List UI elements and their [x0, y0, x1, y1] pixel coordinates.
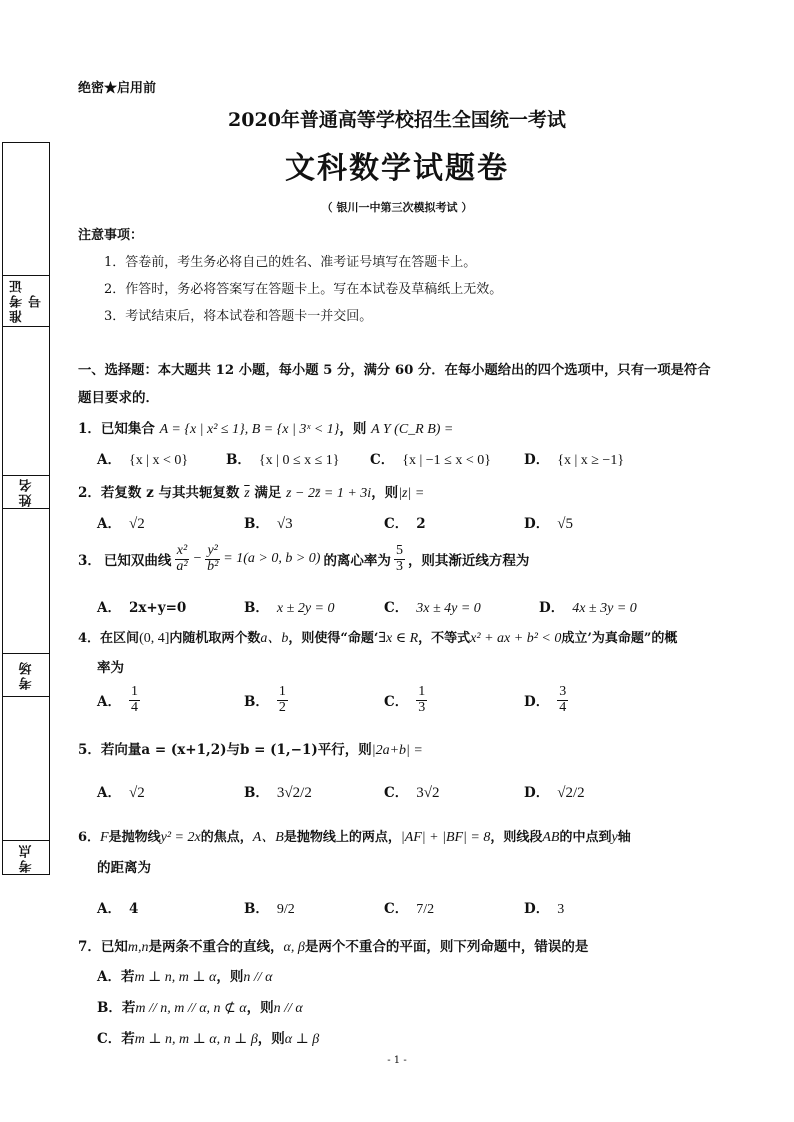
- denominator: 4: [559, 699, 567, 715]
- question-text: ，则: [371, 485, 399, 501]
- option-a: [97, 965, 273, 986]
- question-number: 7．: [78, 939, 101, 955]
- section-heading-cont: 题目要求的．: [78, 390, 159, 406]
- question-math: a、b: [260, 631, 289, 646]
- question-text: 的中点到: [559, 830, 612, 845]
- question-text: 若向量: [100, 742, 142, 758]
- question-math: |AF| + |BF| = 8: [400, 830, 491, 845]
- option-b: [244, 685, 288, 715]
- option-text: 若: [121, 1031, 135, 1047]
- question-text: 轴: [617, 830, 631, 845]
- option-math: m ⊥ n, m ⊥ α, n ⊥ β: [134, 1032, 258, 1047]
- exam-title: 2020年普通高等学校招生全国统一考试: [228, 109, 566, 131]
- option-b: [97, 996, 303, 1017]
- option-value: 2x+y=0: [128, 600, 187, 616]
- paper-title: 文科数学试题卷: [285, 151, 509, 186]
- question-text: 内随机取两个数: [169, 631, 261, 646]
- option-value: √2: [128, 516, 145, 532]
- question-math: A、B: [252, 830, 284, 845]
- option-d: [524, 781, 585, 802]
- question-text: ，则其渐近线方程为: [407, 553, 530, 570]
- option-value: √2: [128, 785, 145, 801]
- question-text: 平行，则: [317, 742, 372, 758]
- question-math: A Y (C_R B) =: [371, 422, 454, 437]
- option-b: [244, 596, 334, 617]
- option-label: B．: [244, 516, 269, 532]
- vector-a: a = (x+1,2): [141, 742, 227, 758]
- option-label: C．: [384, 785, 409, 801]
- option-label: D．: [524, 452, 550, 468]
- option-value: √2/2: [557, 785, 585, 801]
- name-label: 姓名: [19, 477, 35, 507]
- option-label: C．: [384, 600, 409, 616]
- question-text: 是两个不重合的平面，则下列命题中，错误的是: [304, 939, 589, 955]
- question-math: A = {x | x² ≤ 1}, B = {x | 3ˣ < 1}: [159, 422, 340, 437]
- question-text: 成立’为真命题”的概: [561, 631, 678, 646]
- denominator: 3: [395, 558, 403, 574]
- option-value: 9/2: [276, 902, 295, 917]
- question-text: 已知双曲线: [103, 553, 172, 570]
- option-b: [244, 781, 312, 802]
- option-text: 若: [120, 969, 135, 985]
- option-b: [244, 897, 295, 918]
- option-label: D．: [524, 694, 550, 711]
- numerator: x²: [176, 543, 188, 558]
- question-number: 4．: [78, 631, 101, 646]
- option-value: {x | −1 ≤ x < 0}: [402, 453, 491, 468]
- option-label: C．: [370, 452, 395, 468]
- question-text: 是两条不重合的直线，: [148, 939, 284, 955]
- strip-divider: [3, 840, 49, 841]
- option-label: A．: [97, 901, 121, 917]
- option-label: A．: [97, 969, 121, 985]
- question-text: 已知集合: [100, 421, 155, 437]
- site-label: 考点: [19, 843, 35, 873]
- page-number: - 1 -: [387, 1055, 407, 1066]
- option-label: B．: [244, 785, 269, 801]
- option-value: 4: [128, 901, 139, 917]
- strip-divider: [3, 326, 49, 327]
- option-value: 2: [416, 516, 426, 532]
- option-label: C．: [384, 901, 409, 917]
- strip-divider: [3, 508, 49, 509]
- fraction: [174, 544, 189, 574]
- option-value: 4x ± 3y = 0: [572, 601, 637, 616]
- question-math: = 1(a > 0, b > 0): [223, 551, 321, 567]
- option-label: A．: [97, 600, 121, 616]
- paper-subtitle: （ 银川一中第三次模拟考试 ）: [321, 201, 473, 214]
- question-text: ，则: [339, 421, 367, 437]
- notice-item: 1．答卷前，考生务必将自己的姓名、准考证号填写在答题卡上。: [104, 255, 477, 270]
- question-math: y: [611, 830, 618, 845]
- numerator: 3: [559, 684, 567, 699]
- option-label: B．: [244, 901, 269, 917]
- option-d: [524, 897, 564, 918]
- question-text: ，则线段: [490, 830, 543, 845]
- question-text: 的焦点，: [200, 830, 253, 845]
- numerator: y²: [207, 543, 218, 558]
- question-number: 6．: [78, 830, 101, 845]
- option-label: D．: [524, 785, 550, 801]
- question-math: z − 2z̄ = 1 + 3i: [286, 486, 372, 501]
- question-text: 满足: [254, 485, 282, 501]
- question-math: AB: [542, 830, 560, 845]
- question-text: 在区间: [100, 631, 140, 646]
- fraction: [394, 544, 405, 574]
- option-d: [539, 596, 637, 617]
- question-3: [78, 544, 529, 574]
- fraction: [205, 544, 220, 574]
- denominator: 3: [418, 699, 426, 715]
- option-b: [244, 512, 293, 533]
- option-value: 3: [557, 902, 565, 917]
- question-7: [78, 935, 588, 956]
- question-1: [78, 417, 453, 438]
- question-number: 1．: [78, 421, 101, 437]
- option-label: B．: [244, 600, 269, 616]
- numerator: 5: [395, 543, 403, 558]
- option-text: ，则: [216, 969, 244, 985]
- option-value: [277, 685, 288, 715]
- question-number: 2．: [78, 485, 101, 501]
- option-a: [97, 897, 138, 917]
- strip-divider: [3, 275, 49, 276]
- option-c: [370, 448, 491, 469]
- question-text: 是抛物线上的两点，: [283, 830, 401, 845]
- option-label: B．: [244, 694, 269, 711]
- option-d: [524, 448, 624, 469]
- option-value: [129, 685, 140, 715]
- option-label: C．: [384, 516, 409, 532]
- notice-item: 2．作答时，务必将答案写在答题卡上。写在本试卷及草稿纸上无效。: [104, 282, 503, 297]
- denominator: 4: [130, 699, 138, 715]
- option-value: [557, 685, 568, 715]
- strip-divider: [3, 653, 49, 654]
- option-a: [97, 781, 145, 802]
- question-math: α, β: [283, 940, 305, 955]
- numerator: 1: [130, 684, 138, 699]
- option-c: [384, 512, 426, 532]
- option-math: n // α: [273, 1001, 303, 1016]
- venue-label: 考场: [19, 660, 35, 690]
- numerator: 1: [278, 684, 286, 699]
- option-label: A．: [97, 516, 121, 532]
- option-label: D．: [539, 600, 565, 616]
- option-label: B．: [226, 452, 251, 468]
- question-text: ，不等式: [418, 631, 471, 646]
- binding-strip: [2, 142, 50, 875]
- option-label: C．: [384, 694, 409, 711]
- option-b: [226, 448, 340, 469]
- option-label: D．: [524, 516, 550, 532]
- question-number: 3．: [78, 553, 101, 570]
- option-a: [97, 448, 188, 469]
- option-label: B．: [97, 1000, 122, 1016]
- question-math: F: [100, 830, 109, 845]
- denominator: a²: [176, 558, 188, 574]
- option-label: A．: [97, 452, 121, 468]
- option-c: [384, 897, 434, 918]
- option-value: {x | x < 0}: [128, 453, 189, 468]
- option-math: m // n, m // α, n ⊄ α: [135, 1001, 247, 1016]
- option-c: [384, 596, 481, 617]
- question-text: 若复数 z 与其共轭复数: [100, 485, 240, 501]
- question-math: |2a+b| =: [371, 743, 423, 758]
- option-text: ，则: [257, 1031, 285, 1047]
- question-number: 5．: [78, 742, 101, 758]
- option-value: 3√2: [416, 785, 440, 801]
- question-5: [78, 738, 423, 759]
- question-text: ，则使得“命题‘: [288, 631, 379, 646]
- option-value: √5: [557, 516, 573, 532]
- option-value: x ± 2y = 0: [276, 601, 335, 616]
- option-c: [384, 781, 439, 802]
- vector-b: b = (1,−1): [240, 742, 318, 758]
- question-text: 的离心率为: [323, 553, 391, 570]
- notice-item: 3．考试结束后，将本试卷和答题卡一并交回。: [104, 309, 373, 324]
- option-math: m ⊥ n, m ⊥ α: [134, 970, 217, 985]
- numerator: 1: [418, 684, 426, 699]
- option-c: [97, 1027, 319, 1048]
- question-6: [78, 826, 631, 846]
- question-text: 已知: [100, 939, 128, 955]
- option-value: 3x ± 4y = 0: [416, 601, 481, 616]
- question-math: m,n: [127, 940, 149, 955]
- question-math: ∃x ∈ R: [378, 631, 419, 646]
- option-d: [524, 685, 568, 715]
- question-math: (0, 4]: [139, 631, 170, 646]
- option-label: C．: [97, 1031, 122, 1047]
- question-text: 是抛物线: [108, 830, 161, 845]
- option-label: D．: [524, 901, 550, 917]
- question-2: [78, 481, 424, 502]
- question-math: |z| =: [398, 486, 425, 501]
- option-value: {x | 0 ≤ x ≤ 1}: [258, 453, 340, 468]
- option-value: 3√2/2: [276, 785, 312, 801]
- section-heading: 一、选择题：本大题共 12 小题，每小题 5 分，满分 60 分．在每小题给出的四个选项中，只有一项是符合: [78, 363, 711, 378]
- option-value: {x | x ≥ −1}: [557, 453, 625, 468]
- question-math: x² + ax + b² < 0: [470, 631, 562, 646]
- option-label: A．: [97, 785, 121, 801]
- option-math: n // α: [243, 970, 273, 985]
- question-math: y² = 2x: [160, 830, 201, 845]
- question-4: [78, 627, 677, 647]
- option-text: 若: [121, 1000, 136, 1016]
- option-value: 7/2: [416, 902, 435, 917]
- denominator: 2: [278, 699, 286, 715]
- option-c: [384, 685, 427, 715]
- option-a: [97, 596, 186, 616]
- exam-number-label: 准考证号: [10, 278, 44, 324]
- option-value: [416, 685, 427, 715]
- option-label: A．: [97, 694, 121, 711]
- strip-divider: [3, 696, 49, 697]
- operator: −: [192, 551, 203, 567]
- option-a: [97, 512, 145, 533]
- option-a: [97, 685, 140, 715]
- option-d: [524, 512, 573, 533]
- question-6-cont: 的距离为: [97, 860, 151, 876]
- conjugate-z: $\overline{z}$: [244, 486, 250, 501]
- option-value: √3: [276, 516, 293, 532]
- secret-mark: 绝密★启用前: [78, 81, 157, 96]
- denominator: b²: [207, 558, 219, 574]
- question-4-cont: 率为: [97, 660, 124, 676]
- question-text: 与: [226, 742, 240, 758]
- notice-heading: 注意事项：: [78, 228, 144, 243]
- option-math: α ⊥ β: [284, 1032, 320, 1047]
- strip-divider: [3, 475, 49, 476]
- option-text: ，则: [246, 1000, 274, 1016]
